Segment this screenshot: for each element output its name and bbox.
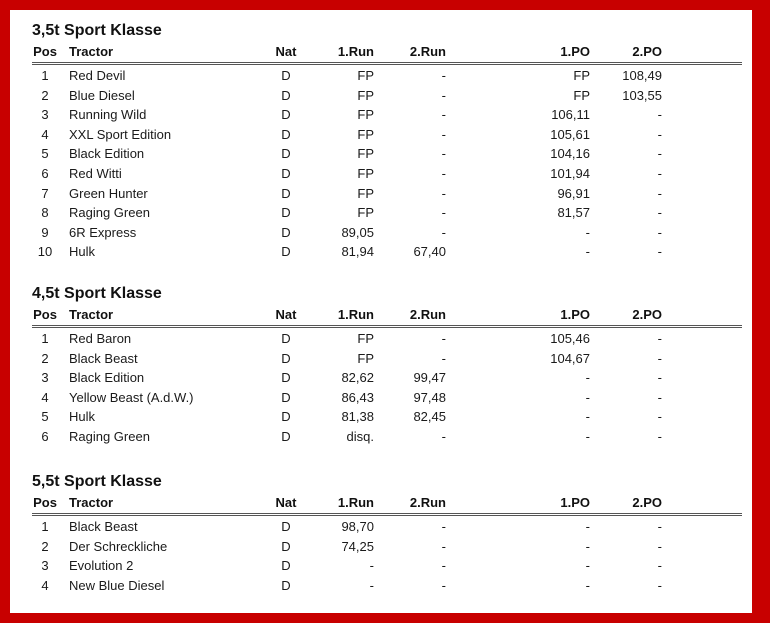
cell-nat: D bbox=[281, 146, 291, 162]
cell-run1: FP bbox=[357, 126, 374, 142]
cell-tractor: Der Schreckliche bbox=[69, 538, 168, 554]
cell-run2: - bbox=[441, 126, 446, 142]
cell-pos: 5 bbox=[41, 146, 49, 162]
cell-po2: - bbox=[657, 389, 662, 405]
cell-pos: 10 bbox=[37, 244, 53, 260]
cell-po2: - bbox=[657, 244, 662, 260]
cell-tractor: New Blue Diesel bbox=[69, 577, 165, 593]
table-row bbox=[32, 350, 742, 370]
column-header-nat: Nat bbox=[275, 307, 297, 322]
cell-run2: - bbox=[441, 185, 446, 201]
column-header-po1: 1.PO bbox=[560, 307, 590, 322]
cell-run2: - bbox=[441, 224, 446, 240]
cell-run1: FP bbox=[357, 165, 374, 181]
cell-tractor: Black Edition bbox=[69, 146, 145, 162]
cell-po2: - bbox=[657, 558, 662, 574]
cell-run1: FP bbox=[357, 107, 374, 123]
cell-nat: D bbox=[281, 409, 291, 425]
cell-po2: - bbox=[657, 370, 662, 386]
cell-tractor: Red Witti bbox=[69, 165, 122, 181]
table-row bbox=[32, 126, 742, 146]
cell-tractor: Black Edition bbox=[69, 370, 145, 386]
cell-po2: - bbox=[657, 205, 662, 221]
column-header-run1: 1.Run bbox=[337, 44, 374, 59]
cell-po2: - bbox=[657, 224, 662, 240]
section-3-5t bbox=[32, 20, 742, 263]
cell-po1: - bbox=[585, 577, 590, 593]
results-sheet bbox=[10, 10, 752, 613]
cell-run1: 81,38 bbox=[341, 409, 374, 425]
cell-po2: - bbox=[657, 165, 662, 181]
cell-tractor: Hulk bbox=[69, 409, 96, 425]
section-title: 3,5t Sport Klasse bbox=[32, 22, 162, 39]
cell-po1: - bbox=[585, 409, 590, 425]
cell-nat: D bbox=[281, 558, 291, 574]
table-header bbox=[32, 305, 742, 328]
cell-run1: 98,70 bbox=[341, 519, 374, 534]
cell-po1: - bbox=[585, 370, 590, 386]
column-header-run2: 2.Run bbox=[409, 495, 446, 510]
cell-nat: D bbox=[281, 389, 291, 405]
cell-nat: D bbox=[281, 538, 291, 554]
cell-run1: 86,43 bbox=[341, 389, 374, 405]
cell-run1: 81,94 bbox=[341, 244, 374, 260]
cell-pos: 6 bbox=[41, 165, 49, 181]
table-header bbox=[32, 493, 742, 516]
table-row bbox=[32, 185, 742, 205]
cell-run2: - bbox=[441, 538, 446, 554]
cell-run2: 67,40 bbox=[413, 244, 446, 260]
cell-po1: 104,16 bbox=[550, 146, 590, 162]
cell-run2: - bbox=[441, 146, 446, 162]
cell-po2: 108,49 bbox=[622, 68, 662, 83]
cell-po1: 106,11 bbox=[551, 107, 590, 123]
cell-pos: 1 bbox=[41, 68, 49, 83]
cell-run2: 99,47 bbox=[413, 370, 446, 386]
section-5-5t bbox=[32, 471, 742, 596]
cell-po2: - bbox=[657, 331, 662, 346]
column-header-po2: 2.PO bbox=[632, 495, 662, 510]
cell-run2: - bbox=[441, 577, 446, 593]
cell-nat: D bbox=[281, 224, 291, 240]
cell-po1: FP bbox=[573, 87, 590, 103]
cell-nat: D bbox=[281, 165, 291, 181]
cell-run1: 74,25 bbox=[341, 538, 374, 554]
table-row bbox=[32, 408, 742, 428]
cell-run1: FP bbox=[357, 68, 374, 83]
column-header-pos: Pos bbox=[33, 495, 57, 510]
cell-pos: 1 bbox=[41, 331, 49, 346]
cell-po1: - bbox=[585, 244, 590, 260]
cell-run2: - bbox=[441, 428, 446, 444]
cell-po1: 105,46 bbox=[550, 331, 590, 346]
cell-pos: 4 bbox=[41, 126, 49, 142]
cell-nat: D bbox=[281, 350, 291, 366]
cell-pos: 6 bbox=[41, 428, 49, 444]
cell-po2: - bbox=[657, 146, 662, 162]
cell-pos: 3 bbox=[41, 107, 49, 123]
cell-run2: - bbox=[441, 558, 446, 574]
cell-nat: D bbox=[281, 428, 291, 444]
cell-run2: 82,45 bbox=[413, 409, 446, 425]
cell-po1: 81,57 bbox=[557, 205, 590, 221]
cell-nat: D bbox=[281, 126, 291, 142]
table-row bbox=[32, 145, 742, 165]
column-header-pos: Pos bbox=[33, 44, 57, 59]
cell-run1: 89,05 bbox=[341, 224, 374, 240]
table-header bbox=[32, 42, 742, 65]
cell-nat: D bbox=[281, 370, 291, 386]
table-row bbox=[32, 369, 742, 389]
cell-run2: 97,48 bbox=[413, 389, 446, 405]
column-header-run1: 1.Run bbox=[337, 307, 374, 322]
column-header-run2: 2.Run bbox=[409, 44, 446, 59]
cell-tractor: Evolution 2 bbox=[69, 558, 134, 574]
cell-po2: - bbox=[657, 107, 662, 123]
cell-tractor: Black Beast bbox=[69, 350, 138, 366]
cell-pos: 9 bbox=[41, 224, 49, 240]
cell-nat: D bbox=[281, 577, 291, 593]
cell-nat: D bbox=[281, 68, 291, 83]
cell-run1: FP bbox=[357, 205, 374, 221]
cell-pos: 4 bbox=[41, 389, 49, 405]
cell-po2: - bbox=[657, 409, 662, 425]
table-row bbox=[32, 224, 742, 244]
cell-po1: - bbox=[585, 224, 590, 240]
cell-po1: - bbox=[585, 389, 590, 405]
cell-pos: 2 bbox=[41, 538, 49, 554]
cell-tractor: 6R Express bbox=[69, 224, 137, 240]
cell-tractor: XXL Sport Edition bbox=[69, 126, 172, 142]
cell-run1: FP bbox=[357, 331, 374, 346]
cell-po1: - bbox=[585, 538, 590, 554]
cell-run1: - bbox=[369, 577, 374, 593]
cell-run1: FP bbox=[357, 185, 374, 201]
cell-po2: - bbox=[657, 185, 662, 201]
cell-tractor: Black Beast bbox=[69, 519, 138, 534]
column-header-po2: 2.PO bbox=[632, 44, 662, 59]
table-row bbox=[32, 428, 742, 448]
column-header-tractor: Tractor bbox=[69, 307, 114, 322]
column-header-tractor: Tractor bbox=[69, 44, 114, 59]
cell-po1: - bbox=[585, 428, 590, 444]
cell-nat: D bbox=[281, 107, 291, 123]
cell-run2: - bbox=[441, 107, 446, 123]
cell-pos: 4 bbox=[41, 577, 49, 593]
cell-run2: - bbox=[441, 87, 446, 103]
cell-pos: 3 bbox=[41, 558, 49, 574]
cell-tractor: Raging Green bbox=[69, 205, 150, 221]
cell-nat: D bbox=[281, 331, 291, 346]
table-row bbox=[32, 165, 742, 185]
cell-run1: disq. bbox=[346, 428, 374, 444]
table-row bbox=[32, 243, 742, 263]
cell-nat: D bbox=[281, 185, 291, 201]
cell-po1: - bbox=[585, 558, 590, 574]
column-header-po1: 1.PO bbox=[560, 495, 590, 510]
table-row bbox=[32, 87, 742, 107]
column-header-nat: Nat bbox=[275, 495, 297, 510]
cell-run1: 82,62 bbox=[341, 370, 374, 386]
cell-po2: - bbox=[657, 577, 662, 593]
cell-po1: 96,91 bbox=[557, 185, 590, 201]
cell-tractor: Running Wild bbox=[69, 107, 147, 123]
cell-tractor: Green Hunter bbox=[69, 185, 148, 201]
cell-pos: 1 bbox=[41, 519, 49, 534]
cell-run1: FP bbox=[357, 146, 374, 162]
cell-tractor: Raging Green bbox=[69, 428, 150, 444]
section-title: 5,5t Sport Klasse bbox=[32, 473, 162, 490]
cell-po2: - bbox=[657, 126, 662, 142]
cell-nat: D bbox=[281, 519, 291, 534]
cell-nat: D bbox=[281, 244, 291, 260]
cell-nat: D bbox=[281, 205, 291, 221]
column-header-pos: Pos bbox=[33, 307, 57, 322]
cell-po2: - bbox=[657, 538, 662, 554]
cell-run2: - bbox=[441, 350, 446, 366]
cell-po1: 101,94 bbox=[550, 165, 590, 181]
cell-po1: 105,61 bbox=[550, 126, 590, 142]
column-header-po1: 1.PO bbox=[560, 44, 590, 59]
section-4-5t bbox=[32, 283, 742, 448]
cell-po1: - bbox=[585, 519, 590, 534]
cell-po2: - bbox=[657, 519, 662, 534]
column-header-nat: Nat bbox=[275, 44, 297, 59]
section-title: 4,5t Sport Klasse bbox=[32, 285, 162, 302]
cell-pos: 8 bbox=[41, 205, 49, 221]
cell-pos: 7 bbox=[41, 185, 49, 201]
cell-po1: 104,67 bbox=[550, 350, 590, 366]
table-row bbox=[32, 67, 742, 87]
table-row bbox=[32, 389, 742, 409]
cell-run1: - bbox=[369, 558, 374, 574]
cell-tractor: Red Baron bbox=[69, 331, 132, 346]
table-row bbox=[32, 577, 742, 597]
column-header-run2: 2.Run bbox=[409, 307, 446, 322]
cell-run1: FP bbox=[357, 350, 374, 366]
cell-po2: 103,55 bbox=[622, 87, 662, 103]
cell-run2: - bbox=[441, 331, 446, 346]
cell-run2: - bbox=[441, 519, 446, 534]
cell-tractor: Hulk bbox=[69, 244, 96, 260]
table-row bbox=[32, 538, 742, 558]
cell-run2: - bbox=[441, 165, 446, 181]
column-header-po2: 2.PO bbox=[632, 307, 662, 322]
table-row bbox=[32, 557, 742, 577]
table-row bbox=[32, 330, 742, 350]
column-header-run1: 1.Run bbox=[337, 495, 374, 510]
table-row bbox=[32, 518, 742, 538]
table-row bbox=[32, 106, 742, 126]
cell-run1: FP bbox=[357, 87, 374, 103]
cell-run2: - bbox=[441, 68, 446, 83]
cell-pos: 3 bbox=[41, 370, 49, 386]
cell-tractor: Yellow Beast (A.d.W.) bbox=[69, 389, 194, 405]
cell-nat: D bbox=[281, 87, 291, 103]
cell-run2: - bbox=[441, 205, 446, 221]
column-header-tractor: Tractor bbox=[69, 495, 114, 510]
cell-tractor: Red Devil bbox=[69, 68, 126, 83]
table-row bbox=[32, 204, 742, 224]
cell-tractor: Blue Diesel bbox=[69, 87, 135, 103]
cell-po1: FP bbox=[573, 68, 590, 83]
cell-pos: 5 bbox=[41, 409, 49, 425]
cell-pos: 2 bbox=[41, 350, 49, 366]
cell-po2: - bbox=[657, 428, 662, 444]
cell-pos: 2 bbox=[41, 87, 49, 103]
cell-po2: - bbox=[657, 350, 662, 366]
